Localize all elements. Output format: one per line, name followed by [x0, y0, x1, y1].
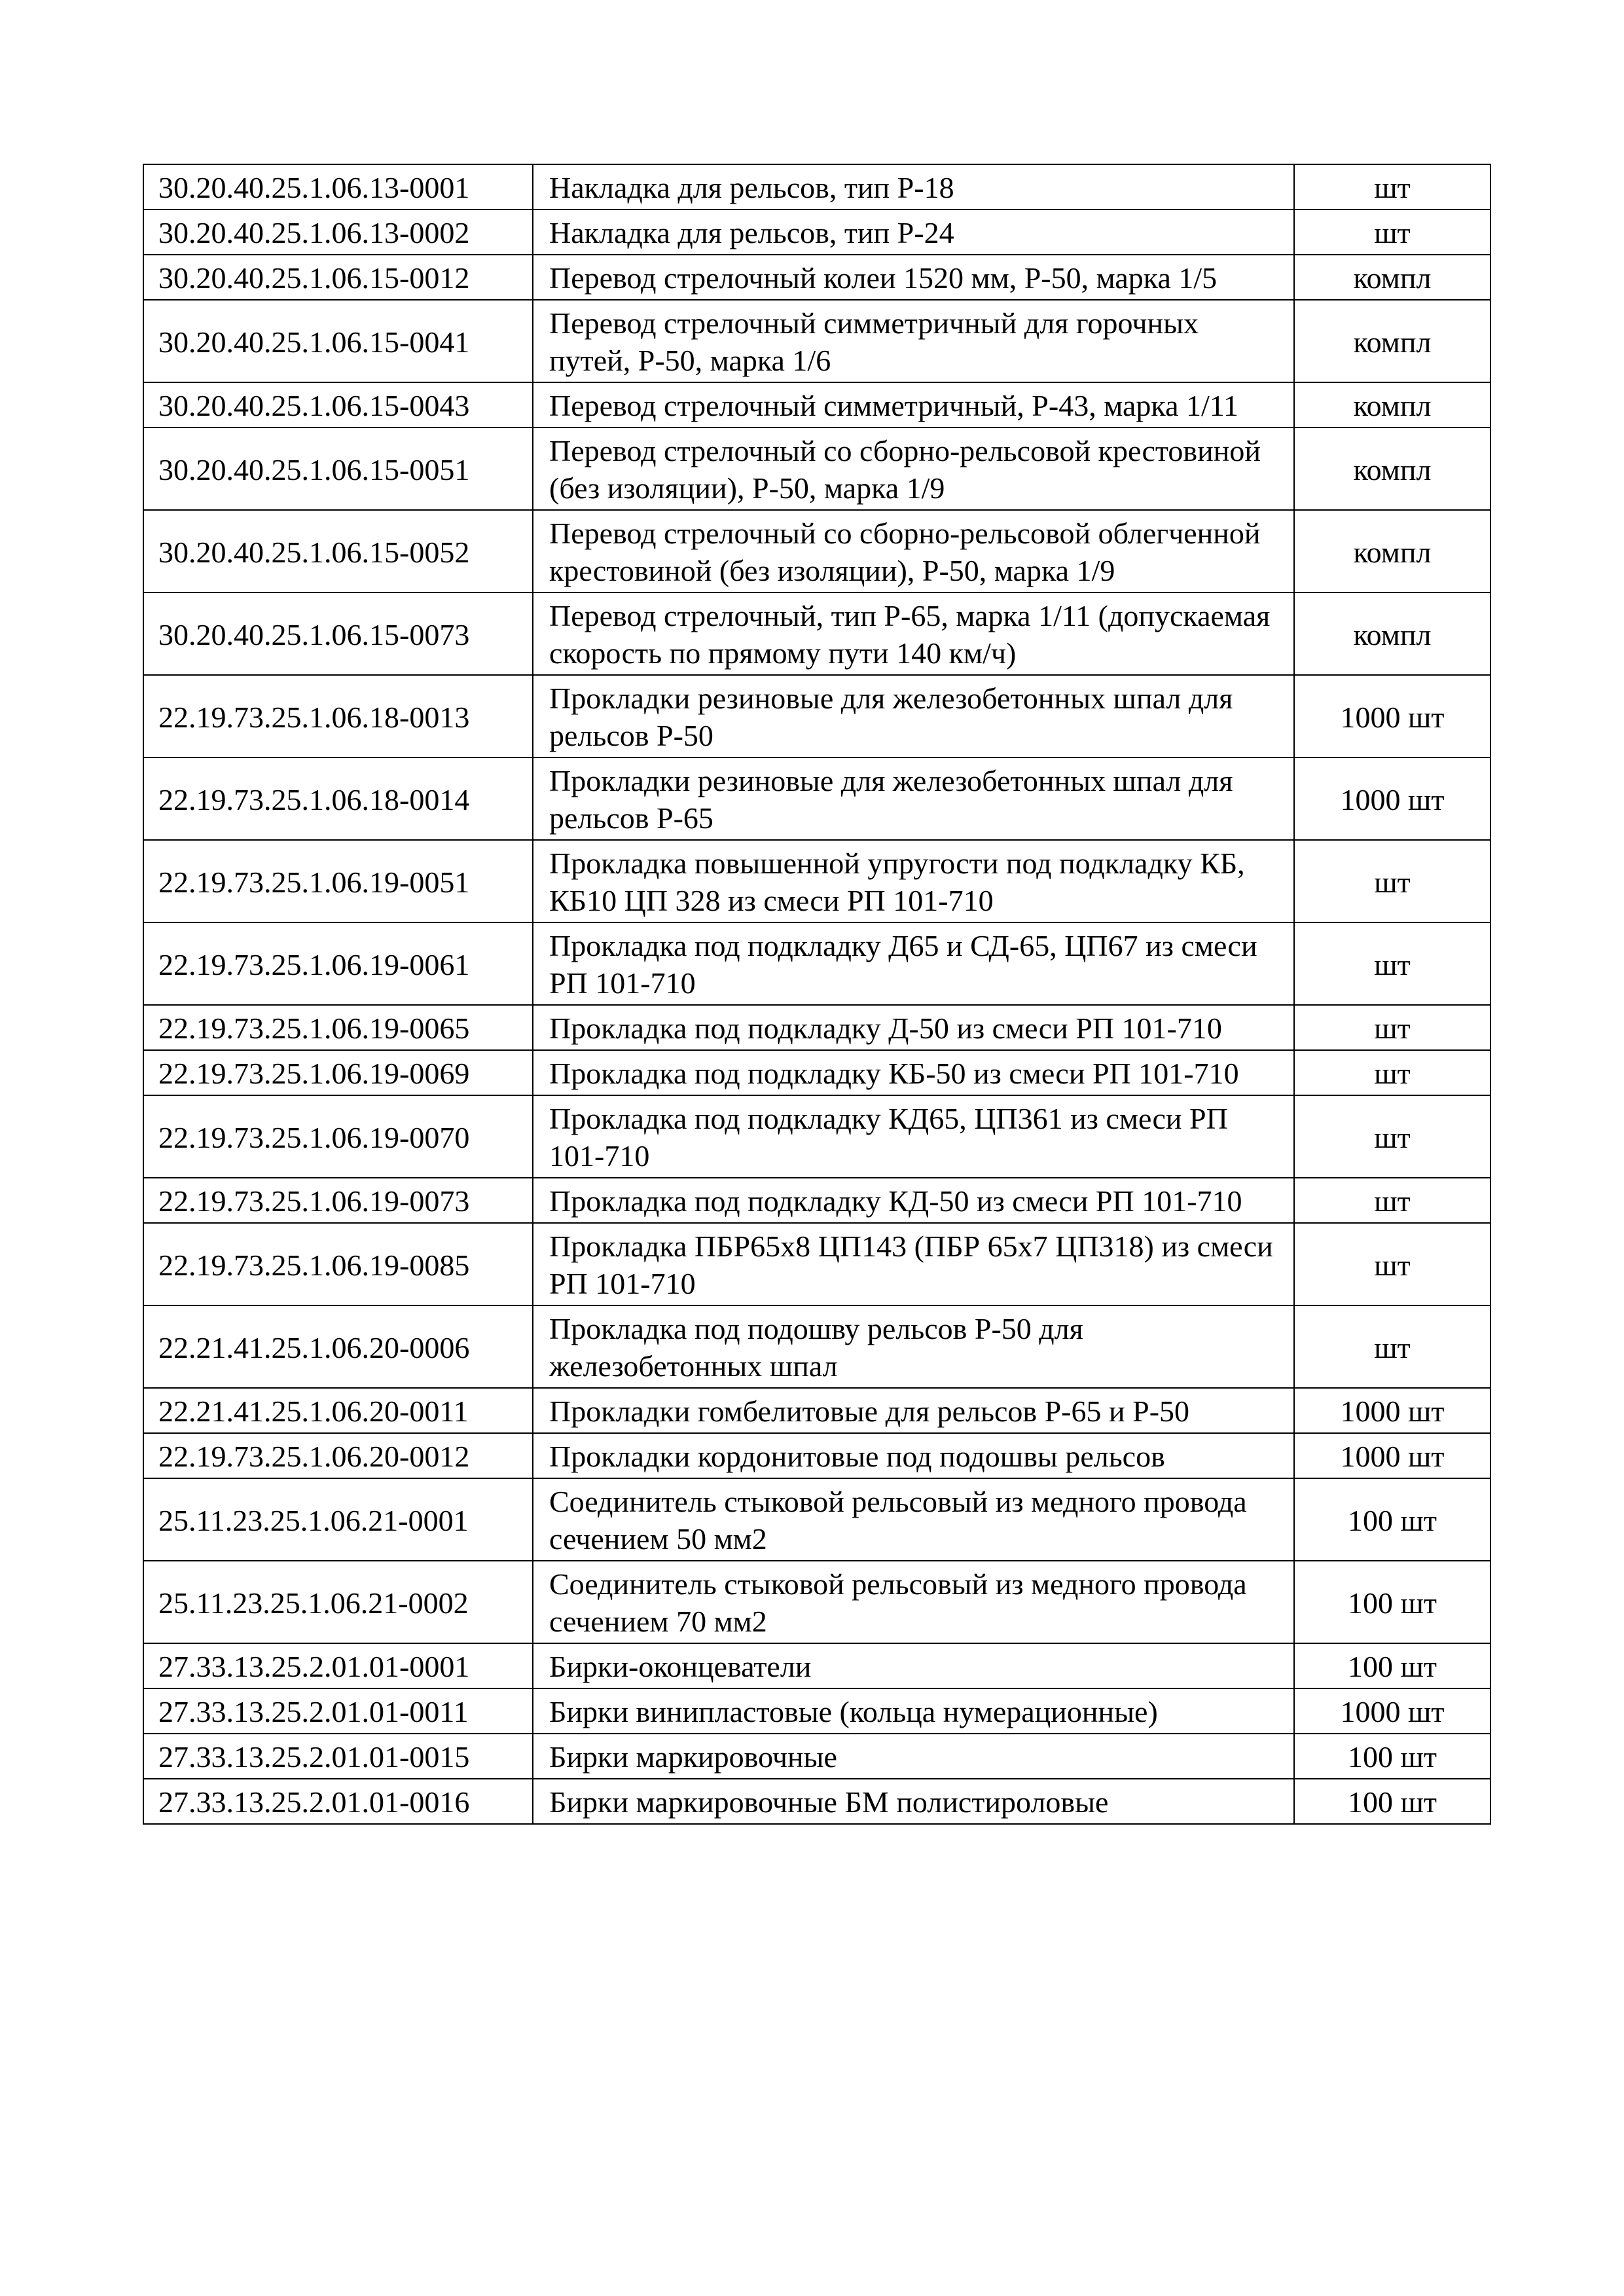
resource-code: 30.20.40.25.1.06.15-0041 — [143, 300, 533, 382]
resource-name: Прокладка под подкладку Д-50 из смеси РП 101-710 — [533, 1005, 1294, 1050]
resource-unit: 1000 шт — [1294, 675, 1490, 757]
resource-code: 22.21.41.25.1.06.20-0006 — [143, 1305, 533, 1388]
resource-unit: 1000 шт — [1294, 1688, 1490, 1734]
table-row — [143, 840, 1490, 922]
resource-unit: шт — [1294, 840, 1490, 922]
resource-unit: компл — [1294, 428, 1490, 510]
resource-name: Перевод стрелочный со сборно-рельсовой облегченной крестовиной (без изоляции), Р-50, марка 1/9 — [533, 510, 1294, 592]
resource-unit: шт — [1294, 922, 1490, 1005]
resource-unit: компл — [1294, 255, 1490, 300]
resource-code: 22.19.73.25.1.06.20-0012 — [143, 1433, 533, 1478]
resource-code: 27.33.13.25.2.01.01-0001 — [143, 1643, 533, 1688]
resource-code: 30.20.40.25.1.06.13-0001 — [143, 164, 533, 210]
resource-code: 22.19.73.25.1.06.19-0085 — [143, 1223, 533, 1305]
resource-code: 22.21.41.25.1.06.20-0011 — [143, 1388, 533, 1433]
table-row — [143, 510, 1490, 592]
resource-code: 30.20.40.25.1.06.15-0012 — [143, 255, 533, 300]
resource-code: 30.20.40.25.1.06.15-0043 — [143, 382, 533, 428]
resource-name: Перевод стрелочный симметричный, Р-43, марка 1/11 — [533, 382, 1294, 428]
table-row — [143, 922, 1490, 1005]
table-row — [143, 1005, 1490, 1050]
resource-name: Прокладка под подкладку КД65, ЦП361 из смеси РП 101-710 — [533, 1095, 1294, 1178]
resource-table-body — [143, 164, 1490, 1824]
resource-unit: шт — [1294, 1005, 1490, 1050]
resource-name: Прокладка повышенной упругости под подкладку КБ, КБ10 ЦП 328 из смеси РП 101-710 — [533, 840, 1294, 922]
resource-name: Бирки-оконцеватели — [533, 1643, 1294, 1688]
table-row — [143, 1643, 1490, 1688]
resource-table — [143, 164, 1491, 1825]
resource-code: 30.20.40.25.1.06.15-0073 — [143, 592, 533, 675]
resource-code: 22.19.73.25.1.06.18-0014 — [143, 757, 533, 840]
resource-unit: шт — [1294, 1050, 1490, 1095]
table-row — [143, 1050, 1490, 1095]
resource-unit: шт — [1294, 164, 1490, 210]
resource-name: Прокладки кордонитовые под подошвы рельсов — [533, 1433, 1294, 1478]
resource-name: Перевод стрелочный колеи 1520 мм, Р-50, марка 1/5 — [533, 255, 1294, 300]
resource-code: 27.33.13.25.2.01.01-0011 — [143, 1688, 533, 1734]
resource-unit: шт — [1294, 1095, 1490, 1178]
table-row — [143, 1223, 1490, 1305]
resource-name: Прокладка ПБР65х8 ЦП143 (ПБР 65х7 ЦП318) из смеси РП 101-710 — [533, 1223, 1294, 1305]
table-row — [143, 1561, 1490, 1643]
resource-code: 22.19.73.25.1.06.19-0073 — [143, 1178, 533, 1223]
resource-name: Прокладка под подошву рельсов Р-50 для железобетонных шпал — [533, 1305, 1294, 1388]
resource-name: Перевод стрелочный со сборно-рельсовой крестовиной (без изоляции), Р-50, марка 1/9 — [533, 428, 1294, 510]
resource-name: Прокладки резиновые для железобетонных шпал для рельсов Р-50 — [533, 675, 1294, 757]
resource-name: Накладка для рельсов, тип Р-24 — [533, 210, 1294, 255]
resource-name: Перевод стрелочный, тип Р-65, марка 1/11 (допускаемая скорость по прямому пути 140 км/ч) — [533, 592, 1294, 675]
resource-name: Накладка для рельсов, тип Р-18 — [533, 164, 1294, 210]
table-row — [143, 1388, 1490, 1433]
resource-name: Прокладка под подкладку Д65 и СД-65, ЦП67 из смеси РП 101-710 — [533, 922, 1294, 1005]
table-row — [143, 382, 1490, 428]
table-row — [143, 255, 1490, 300]
resource-code: 25.11.23.25.1.06.21-0002 — [143, 1561, 533, 1643]
resource-unit: 100 шт — [1294, 1561, 1490, 1643]
resource-code: 27.33.13.25.2.01.01-0016 — [143, 1779, 533, 1824]
resource-code: 30.20.40.25.1.06.15-0051 — [143, 428, 533, 510]
resource-unit: 1000 шт — [1294, 1433, 1490, 1478]
resource-name: Соединитель стыковой рельсовый из медного провода сечением 50 мм2 — [533, 1478, 1294, 1561]
resource-unit: компл — [1294, 510, 1490, 592]
table-row — [143, 1305, 1490, 1388]
table-row — [143, 164, 1490, 210]
table-row — [143, 1478, 1490, 1561]
resource-unit: компл — [1294, 592, 1490, 675]
resource-unit: шт — [1294, 1305, 1490, 1388]
resource-name: Прокладки резиновые для железобетонных шпал для рельсов Р-65 — [533, 757, 1294, 840]
resource-code: 27.33.13.25.2.01.01-0015 — [143, 1734, 533, 1779]
table-row — [143, 428, 1490, 510]
resource-name: Бирки маркировочные — [533, 1734, 1294, 1779]
resource-unit: 1000 шт — [1294, 757, 1490, 840]
resource-name: Перевод стрелочный симметричный для горочных путей, Р-50, марка 1/6 — [533, 300, 1294, 382]
table-row — [143, 210, 1490, 255]
resource-code: 22.19.73.25.1.06.18-0013 — [143, 675, 533, 757]
resource-name: Прокладка под подкладку КБ-50 из смеси РП 101-710 — [533, 1050, 1294, 1095]
table-row — [143, 675, 1490, 757]
resource-unit: компл — [1294, 382, 1490, 428]
resource-name: Бирки маркировочные БМ полистироловые — [533, 1779, 1294, 1824]
table-row — [143, 757, 1490, 840]
resource-name: Прокладка под подкладку КД-50 из смеси РП 101-710 — [533, 1178, 1294, 1223]
resource-code: 30.20.40.25.1.06.15-0052 — [143, 510, 533, 592]
resource-code: 22.19.73.25.1.06.19-0051 — [143, 840, 533, 922]
resource-code: 25.11.23.25.1.06.21-0001 — [143, 1478, 533, 1561]
table-row — [143, 592, 1490, 675]
resource-unit: 1000 шт — [1294, 1388, 1490, 1433]
resource-unit: 100 шт — [1294, 1734, 1490, 1779]
resource-code: 30.20.40.25.1.06.13-0002 — [143, 210, 533, 255]
table-row — [143, 1095, 1490, 1178]
table-row — [143, 1779, 1490, 1824]
table-row — [143, 1433, 1490, 1478]
resource-unit: компл — [1294, 300, 1490, 382]
resource-unit: шт — [1294, 1178, 1490, 1223]
resource-code: 22.19.73.25.1.06.19-0065 — [143, 1005, 533, 1050]
resource-unit: 100 шт — [1294, 1478, 1490, 1561]
resource-code: 22.19.73.25.1.06.19-0070 — [143, 1095, 533, 1178]
resource-unit: 100 шт — [1294, 1643, 1490, 1688]
table-row — [143, 1734, 1490, 1779]
table-row — [143, 300, 1490, 382]
resource-unit: шт — [1294, 210, 1490, 255]
table-row — [143, 1688, 1490, 1734]
table-row — [143, 1178, 1490, 1223]
resource-unit: 100 шт — [1294, 1779, 1490, 1824]
resource-name: Прокладки гомбелитовые для рельсов Р-65 и Р-50 — [533, 1388, 1294, 1433]
resource-name: Соединитель стыковой рельсовый из медного провода сечением 70 мм2 — [533, 1561, 1294, 1643]
resource-unit: шт — [1294, 1223, 1490, 1305]
resource-name: Бирки винипластовые (кольца нумерационные) — [533, 1688, 1294, 1734]
resource-code: 22.19.73.25.1.06.19-0069 — [143, 1050, 533, 1095]
resource-code: 22.19.73.25.1.06.19-0061 — [143, 922, 533, 1005]
